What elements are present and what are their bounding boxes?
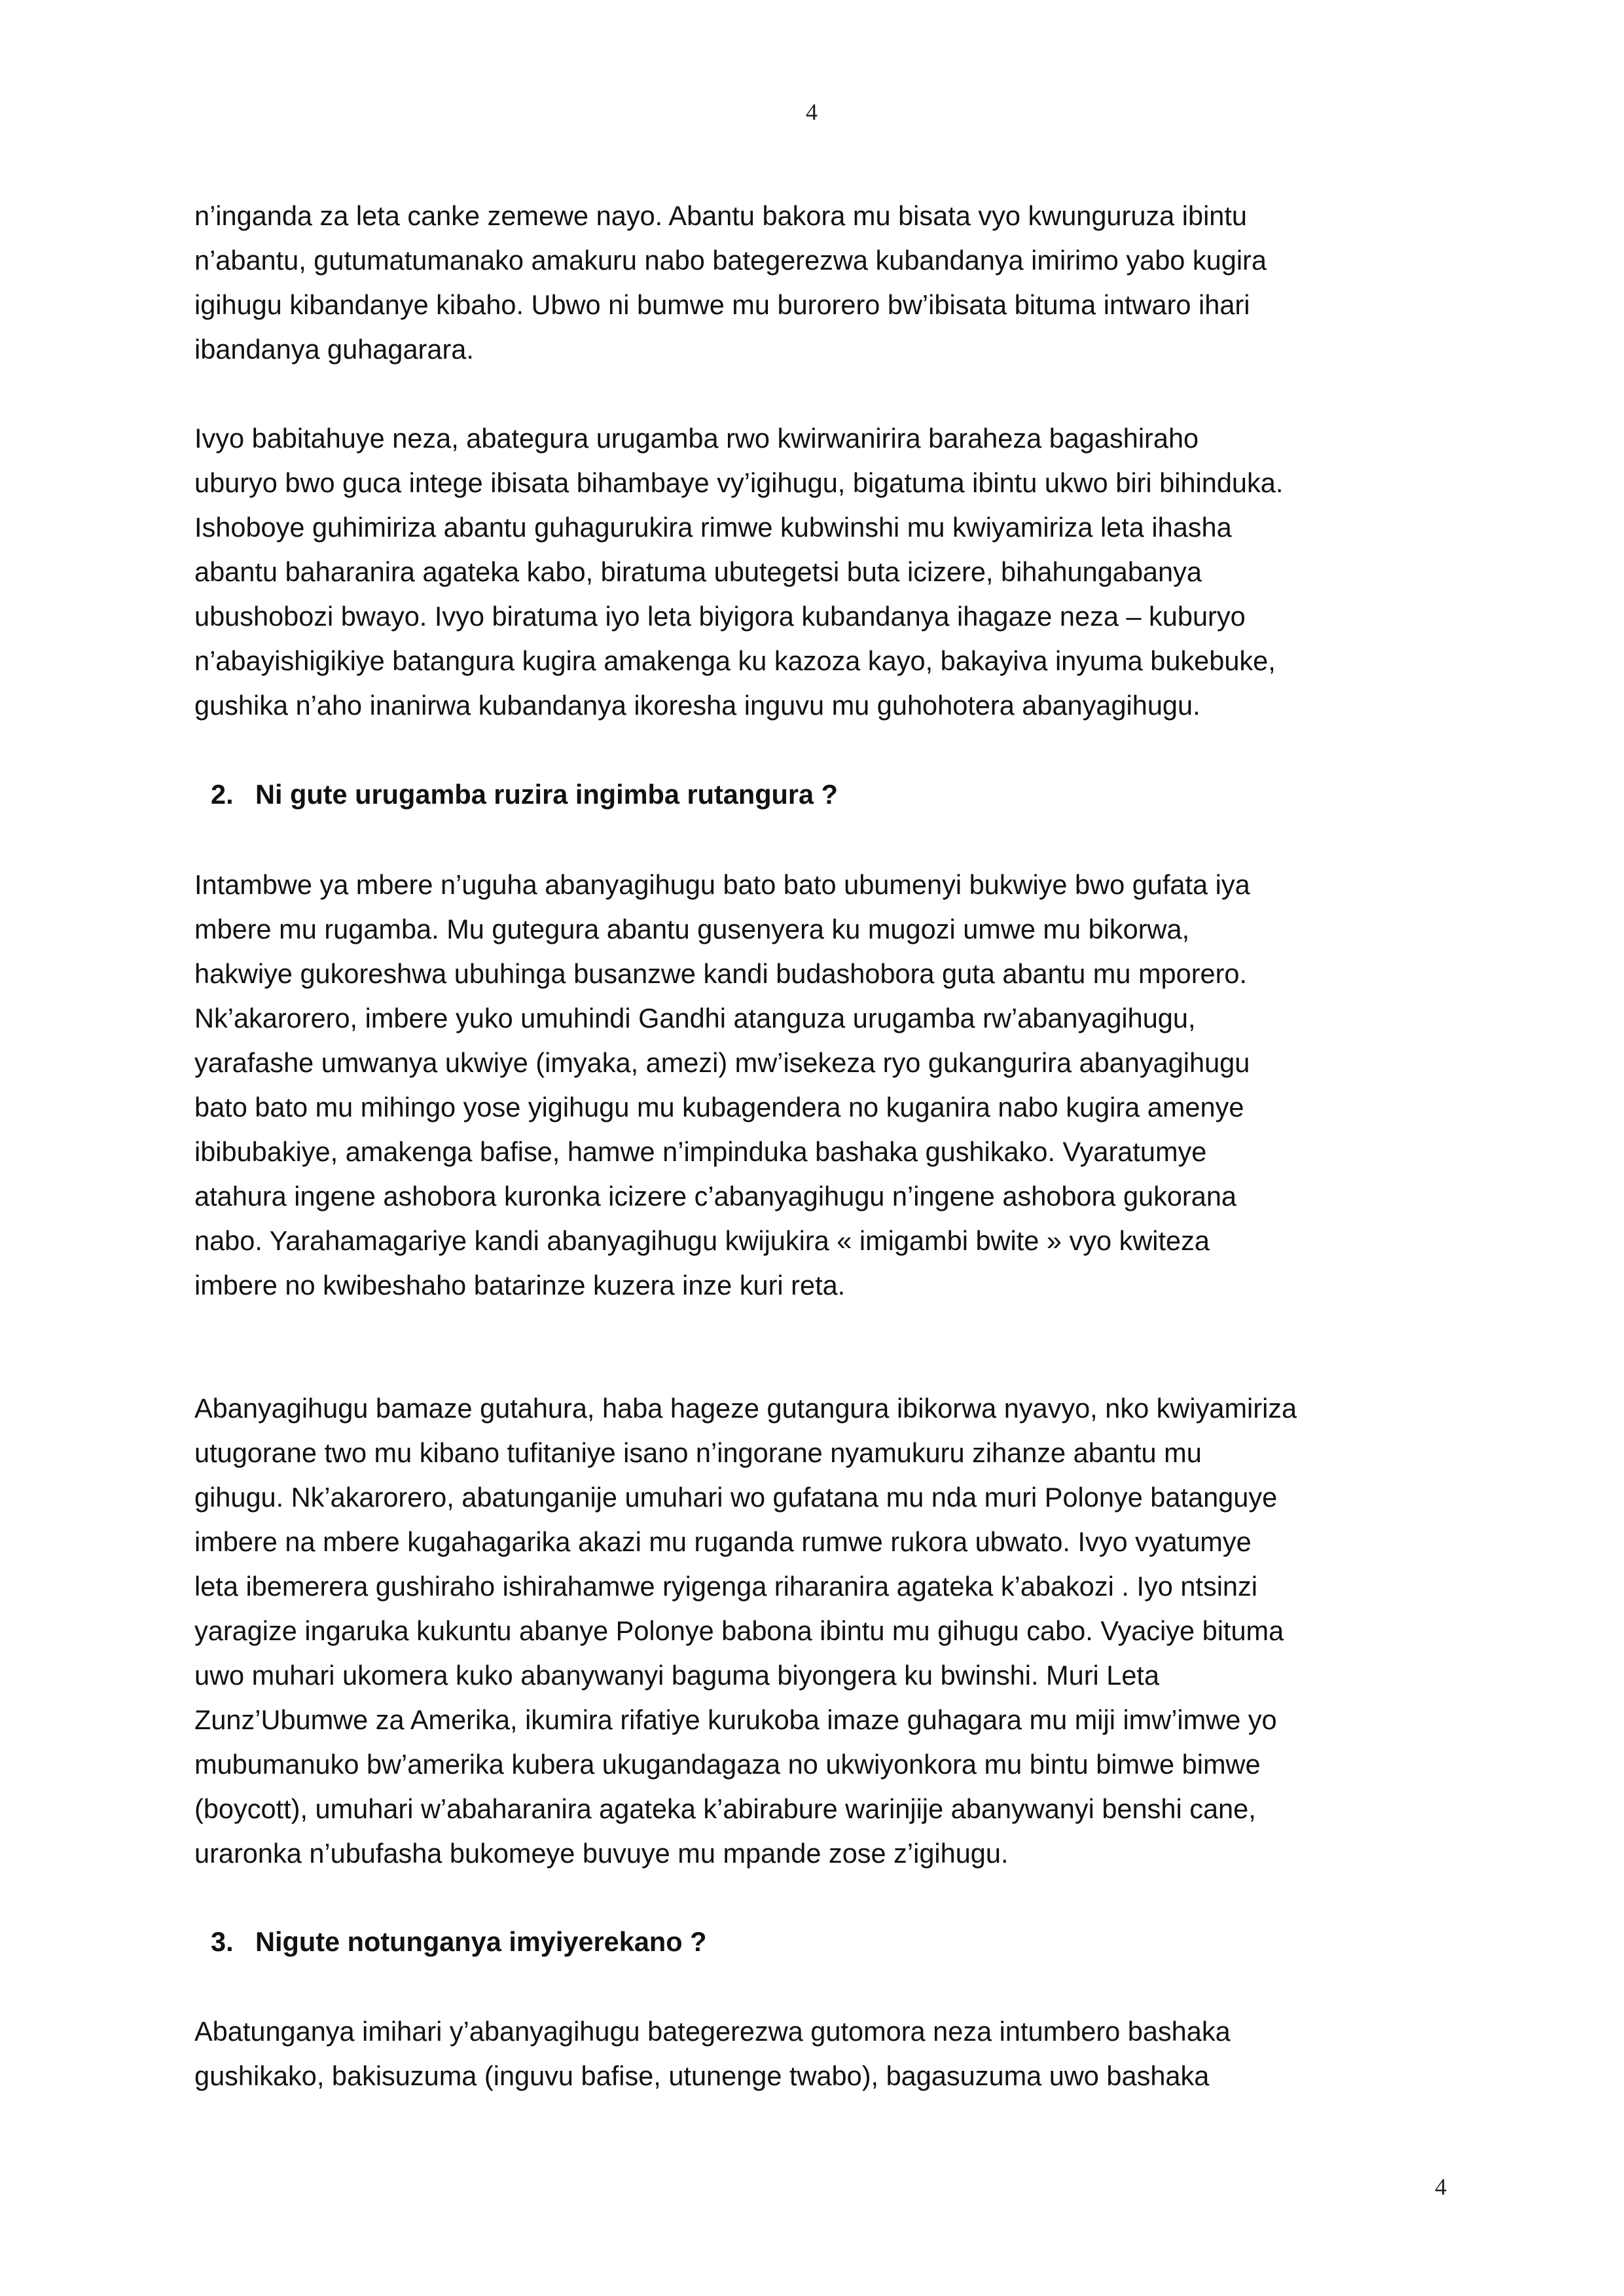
text-line: ibandanya guhagarara. [194,334,474,365]
text-line: Nk’akarorero, imbere yuko umuhindi Gandhi atanguza urugamba rw’abanyagihugu, [194,1003,1196,1033]
heading-number: 2. [211,779,234,810]
text-line: imbere no kwibeshaho batarinze kuzera inze kuri reta. [194,1270,846,1300]
text-line: igihugu kibandanye kibaho. Ubwo ni bumwe mu burorero bw’ibisata bituma intwaro ihari [194,289,1250,320]
page-number-bottom: 4 [1435,2174,1447,2200]
text-line: utugorane two mu kibano tufitaniye isano n’ingorane nyamukuru zihanze abantu mu [194,1437,1202,1468]
text-line: Zunz’Ubumwe za Amerika, ikumira rifatiye kurukoba imaze guhagara mu miji imw’imwe yo [194,1704,1277,1735]
text-line: atahura ingene ashobora kuronka icizere c’abanyagihugu n’ingene ashobora gukorana [194,1181,1236,1211]
text-line: uwo muhari ukomera kuko abanywanyi baguma biyongera ku bwinshi. Muri Leta [194,1660,1160,1691]
paragraph-4 [194,1386,1438,1876]
text-line: gihugu. Nk’akarorero, abatunganije umuhari wo gufatana mu nda muri Polonye batanguye [194,1482,1278,1513]
text-line: uraronka n’ubufasha bukomeye buvuye mu mpande zose z’igihugu. [194,1838,1009,1869]
section-heading-2 [211,772,1435,817]
text-line: hakwiye gukoreshwa ubuhinga busanzwe kandi budashobora guta abantu mu mporero. [194,958,1248,989]
text-line: gushikako, bakisuzuma (inguvu bafise, utunenge twabo), bagasuzuma uwo bashaka [194,2060,1210,2091]
text-line: ubushobozi bwayo. Ivyo biratuma iyo leta biyigora kubandanya ihagaze neza – kuburyo [194,601,1246,632]
text-line: bato bato mu mihingo yose yigihugu mu kubagendera no kuganira nabo kugira amenye [194,1092,1244,1122]
paragraph-3 [194,863,1438,1308]
text-line: uburyo bwo guca intege ibisata bihambaye vy’igihugu, bigatuma ibintu ukwo biri bihinduka. [194,467,1284,498]
text-line: nabo. Yarahamagariye kandi abanyagihugu kwijukira « imigambi bwite » vyo kwiteza [194,1225,1210,1256]
text-line: (boycott), umuhari w’abaharanira agateka k’abirabure warinjije abanywanyi benshi cane, [194,1793,1256,1824]
heading-text: Ni gute urugamba ruzira ingimba rutangura ? [255,779,839,810]
text-line: leta ibemerera gushiraho ishirahamwe ryigenga riharanira agateka k’abakozi . Iyo ntsinzi [194,1571,1257,1602]
text-line: n’abantu, gutumatumanako amakuru nabo bategerezwa kubandanya imirimo yabo kugira [194,245,1267,276]
text-line: yaragize ingaruka kukuntu abanye Polonye babona ibintu mu gihugu cabo. Vyaciye bituma [194,1615,1284,1646]
text-line: ibibubakiye, amakenga bafise, hamwe n’impinduka bashaka gushikako. Vyaratumye [194,1136,1207,1167]
text-line: abantu baharanira agateka kabo, biratuma ubutegetsi buta icizere, bihahungabanya [194,556,1202,587]
text-line: Ivyo babitahuye neza, abategura urugamba rwo kwirwanirira baraheza bagashiraho [194,423,1199,454]
text-line: gushika n’aho inanirwa kubandanya ikoresha inguvu mu guhohotera abanyagihugu. [194,690,1200,721]
text-line: Intambwe ya mbere n’uguha abanyagihugu bato bato ubumenyi bukwiye bwo gufata iya [194,869,1250,900]
heading-number: 3. [211,1926,234,1957]
text-line: mubumanuko bw’amerika kubera ukugandagaza no ukwiyonkora mu bintu bimwe bimwe [194,1749,1261,1780]
text-line: Abanyagihugu bamaze gutahura, haba hageze gutangura ibikorwa nyavyo, nko kwiyamiriza [194,1393,1297,1424]
page-number-top: 4 [806,99,818,125]
section-heading-3 [211,1920,1435,1964]
text-line: yarafashe umwanya ukwiye (imyaka, amezi) mw’isekeza ryo gukangurira abanyagihugu [194,1047,1250,1078]
text-line: n’abayishigikiye batangura kugira amakenga ku kazoza kayo, bakayiva inyuma bukebuke, [194,645,1276,676]
paragraph-5 [194,2009,1438,2098]
heading-text: Nigute notunganya imyiyerekano ? [255,1926,707,1957]
text-line: mbere mu rugamba. Mu gutegura abantu gusenyera ku mugozi umwe mu bikorwa, [194,914,1190,944]
text-line: Abatunganya imihari y’abanyagihugu bategerezwa gutomora neza intumbero bashaka [194,2016,1231,2047]
paragraph-1 [194,194,1438,372]
paragraph-2 [194,416,1438,728]
text-line: Ishoboye guhimiriza abantu guhagurukira rimwe kubwinshi mu kwiyamiriza leta ihasha [194,512,1232,543]
text-line: imbere na mbere kugahagarika akazi mu ruganda rumwe rukora ubwato. Ivyo vyatumye [194,1526,1252,1557]
text-line: n’inganda za leta canke zemewe nayo. Abantu bakora mu bisata vyo kwunguruza ibintu [194,200,1247,231]
